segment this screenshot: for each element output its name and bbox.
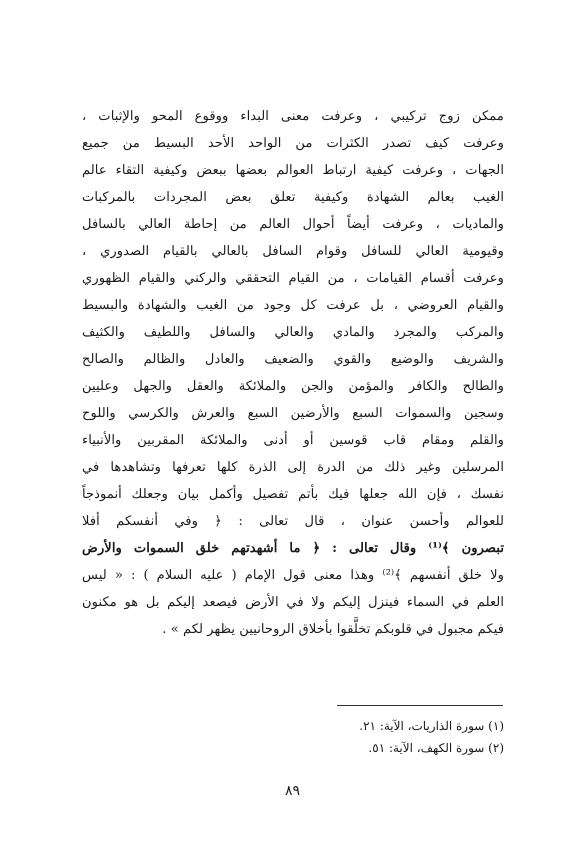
text-line: للعوالم وأحسن عنوان ، قال تعالى : ﴿ وفي أنفسكم أفلا (82, 514, 504, 529)
text-line: وقيومية العالي للسافل وقوام السافل بالعالي بالقيام الصدوري ، (82, 244, 504, 259)
text-line: نفسك ، فإن الله جعلها فيك بأتم تفصيل وأكمل بيان وجعلك أنموذجاً (82, 487, 504, 502)
body-text (82, 103, 504, 643)
text-line: تبصرون ﴾⁽¹⁾ وقال تعالى : ﴿ ما أشهدتهم خلق السموات والأرض (82, 541, 504, 556)
text-line: والشريف والوضيع والقوي والضعيف والعادل والظالم والصالح (82, 352, 504, 367)
footnotes (200, 715, 504, 759)
text-line: الجهات ، وعرفت كيفية ارتباط العوالم بعضها ببعض وكيفية التقاء عالم (82, 163, 504, 178)
text-line: العلم في السماء فينزل إليكم ولا في الأرض فيصعد إليكم بل هو مكنون (82, 595, 504, 610)
text-line: وعرفت كيف تصدر الكثرات من الواحد الأحد البسيط من جميع (82, 136, 504, 151)
text-line: وعرفت أقسام القيامات ، من القيام التحققي والركني والقيام الظهوري (82, 271, 504, 286)
text-line: ممكن زوج تركيبي ، وعرفت معنى البداء ووقوع المحو والإثبات ، (82, 109, 504, 124)
page-number: ٨٩ (284, 783, 301, 799)
text-line: والطالح والكافر والمؤمن والجن والملائكة والعقل والجهل وعليين (82, 379, 504, 394)
text-line: والقيام العروضي ، بل عرفت كل وجود من الغيب والشهادة والبسيط (82, 298, 504, 313)
text-line: والمركب والمجرد والمادي والعالي والسافل واللطيف والكثيف (82, 325, 504, 340)
text-line: والماديات ، وعرفت أيضاً أحوال العالم من إحاطة العالي بالسافل (82, 217, 504, 232)
footnote: (١) سورة الذاريات، الآية: ٢١. (359, 719, 504, 733)
text-line: ولا خلق أنفسهم ﴾⁽²⁾ وهذا معنى قول الإمام ( عليه السلام ) : « ليس (82, 568, 504, 583)
footnote-divider (337, 705, 503, 706)
text-line: المرسلين وغير ذلك من الدرة إلى الذرة كلها تعرفها وتشاهدها في (82, 460, 504, 475)
text-line: الغيب بعالم الشهادة وكيفية تعلق بعض المجردات بالمركبات (82, 190, 504, 205)
text-line: فيكم مجبول في قلوبكم تخلَّقوا بأخلاق الروحانيين يظهر لكم » . (162, 622, 504, 637)
text-line: والقلم ومقام قاب قوسين أو أدنى والملائكة المقربين والأنبياء (82, 433, 504, 448)
footnote: (٢) سورة الكهف، الآية: ٥١. (368, 741, 504, 755)
text-line: وسجين والسموات السبع والأرضين السبع والعرش والكرسي واللوح (82, 406, 504, 421)
